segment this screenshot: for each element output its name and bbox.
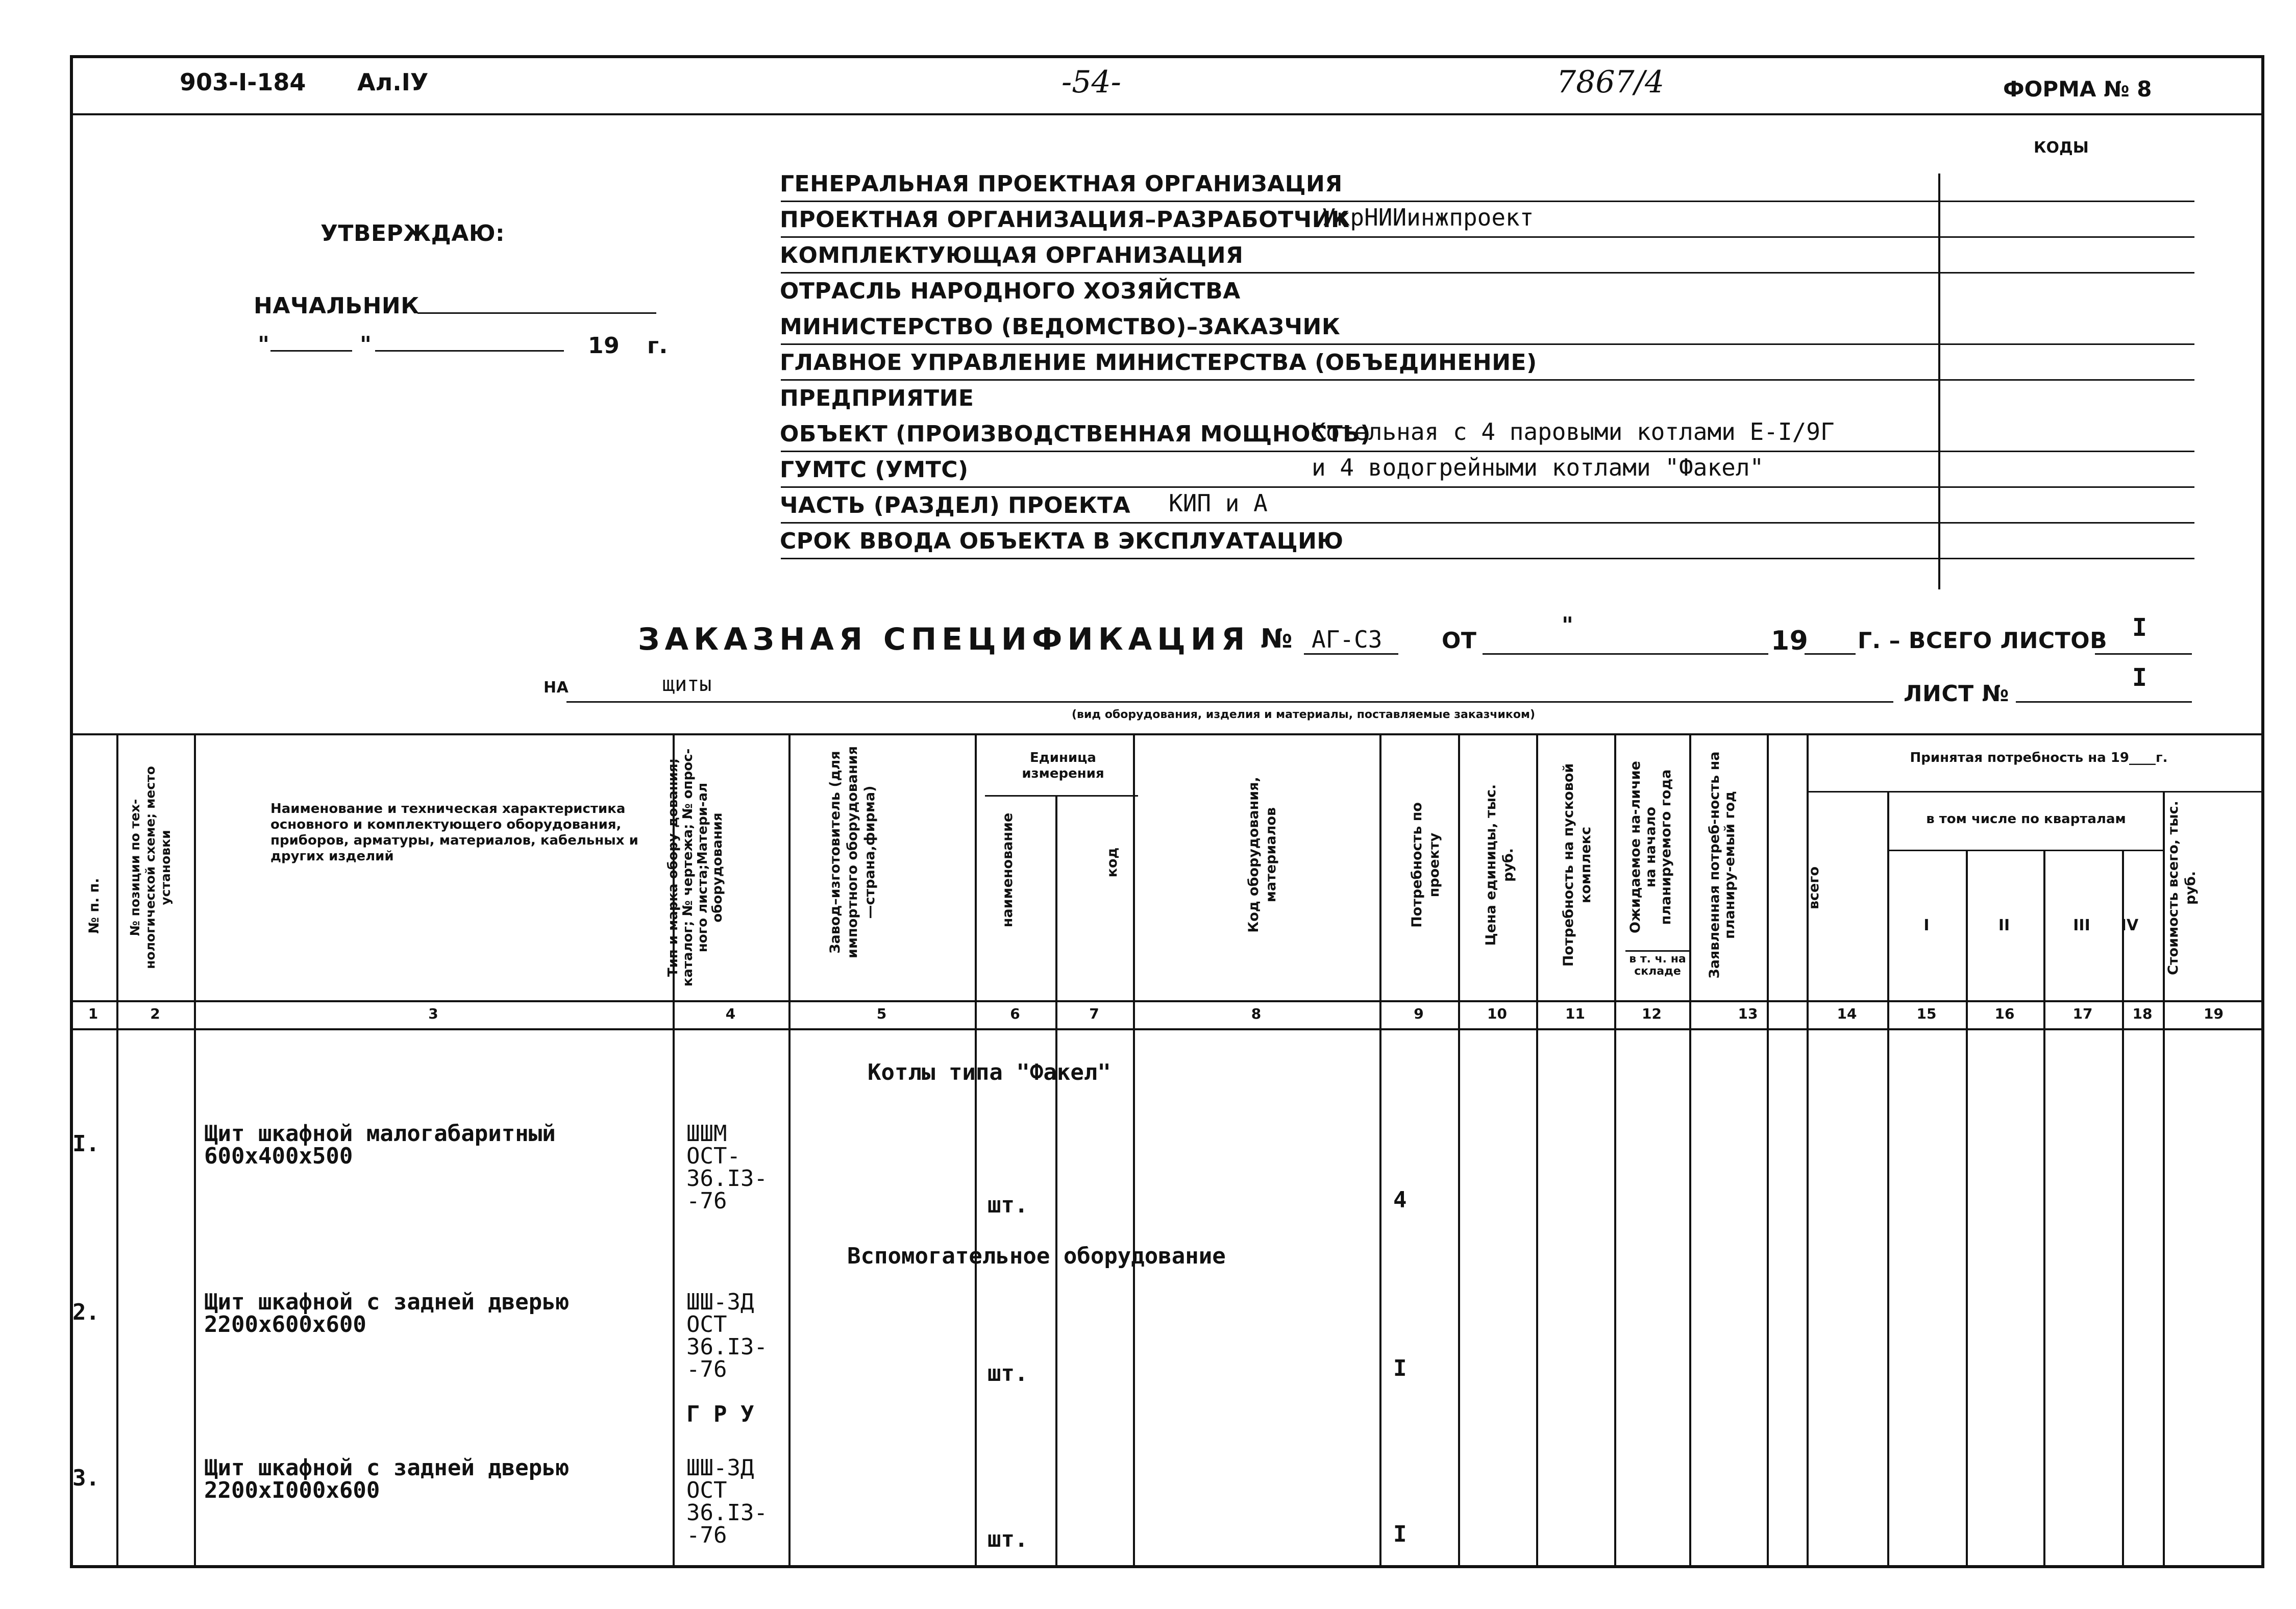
spec-total-line <box>2095 653 2192 655</box>
row-number: 2. <box>72 1299 100 1325</box>
field-underline <box>781 486 2194 488</box>
spec-on-line <box>566 701 1893 703</box>
field-label: ГЕНЕРАЛЬНАЯ ПРОЕКТНАЯ ОРГАНИЗАЦИЯ <box>780 171 1343 197</box>
inventory-number: 7867/4 <box>1557 64 1665 100</box>
column-line <box>1458 733 1460 1568</box>
row-type: ШШ-ЗД ОСТ 36.I3- -76 <box>686 1289 768 1382</box>
unit-group-header: Единица измерения <box>1022 750 1104 781</box>
field-value: КИП и А <box>1169 489 1268 517</box>
section-fakel: Котлы типа "Факел" <box>868 1059 1111 1085</box>
column-line <box>2122 850 2124 1568</box>
column-line <box>975 733 977 1568</box>
field-underline <box>781 236 2194 238</box>
column-number: 15 <box>1916 1005 1937 1022</box>
field-label: ОТРАСЛЬ НАРОДНОГО ХОЗЯЙСТВА <box>780 278 1241 304</box>
col-9-header: Потребность по проекту <box>1409 802 1442 928</box>
spec-number: АГ-СЗ <box>1312 626 1382 653</box>
date-year-suffix: г. <box>647 333 668 359</box>
spec-sheet-no: I <box>2132 663 2147 692</box>
date-quote-close: " <box>360 332 372 358</box>
spec-date-line <box>1483 653 1768 655</box>
col-2-header: № позиции по тех-нологической схеме; место установки <box>128 766 173 969</box>
field-value: Котельная с 4 паровыми котлами Е-I/9Г <box>1312 418 1835 445</box>
spec-from-label: ОТ <box>1442 628 1477 654</box>
album-code: Ал.IУ <box>357 68 429 96</box>
column-line <box>2043 850 2045 1568</box>
spec-title: ЗАКАЗНАЯ СПЕЦИФИКАЦИЯ <box>638 622 1250 657</box>
row-quantity: I <box>1393 1521 1407 1547</box>
col-13-header: Заявленная потреб-ность на планиру-емый год <box>1707 751 1738 979</box>
column-number: 6 <box>1010 1005 1020 1022</box>
codes-divider <box>1938 174 1940 589</box>
spec-date-quote: " <box>1562 612 1574 638</box>
field-value: УкрНИИинжпроект <box>1322 204 1534 231</box>
spec-number-line <box>1304 653 1398 655</box>
column-line <box>116 733 118 1568</box>
column-number: 5 <box>876 1005 887 1022</box>
field-underline <box>781 522 2194 524</box>
codes-label: КОДЫ <box>2034 139 2089 157</box>
spec-number-label: № <box>1261 624 1293 654</box>
chief-signature-line <box>417 312 656 314</box>
column-line <box>194 733 196 1568</box>
row-quantity: 4 <box>1393 1187 1407 1213</box>
q3-header: III <box>2073 917 2090 934</box>
row-unit: шт. <box>987 1360 1028 1387</box>
col-7-header: код <box>1104 847 1120 878</box>
column-number: 4 <box>725 1005 736 1022</box>
col-4-header: Тип и марка обору-дования; каталог; № чертежа; № опрос-ного листа;Матери-ал оборудования <box>665 748 725 987</box>
field-label: ЧАСТЬ (РАЗДЕЛ) ПРОЕКТА <box>780 492 1131 518</box>
date-quote-open: " <box>258 332 270 358</box>
accepted-header: Принятая потребность на 19____г. <box>1910 750 2168 765</box>
col-11-header: Потребность на пусковой комплекс <box>1561 763 1594 967</box>
field-label: ГУМТС (УМТС) <box>780 457 969 483</box>
spec-year: 19 <box>1771 626 1809 656</box>
column-number: 11 <box>1565 1005 1585 1022</box>
field-label: ГЛАВНОЕ УПРАВЛЕНИЕ МИНИСТЕРСТВА (ОБЪЕДИНЕНИЕ) <box>780 350 1537 376</box>
row-name: Щит шкафной с задней дверью 2200х600х600 <box>204 1289 570 1338</box>
column-number: 7 <box>1089 1005 1099 1022</box>
form-number: ФОРМА № 8 <box>2003 77 2152 102</box>
section-auxiliary: Вспомогательное оборудование <box>847 1243 1226 1269</box>
stock-sub-line <box>1625 950 1689 952</box>
col-8-header: Код оборудования, материалов <box>1246 777 1279 933</box>
field-label: ПРЕДПРИЯТИЕ <box>780 385 974 411</box>
column-number: 8 <box>1251 1005 1262 1022</box>
field-underline <box>781 201 2194 202</box>
field-label: ПРОЕКТНАЯ ОРГАНИЗАЦИЯ–РАЗРАБОТЧИК <box>780 207 1350 233</box>
table-top-line <box>70 733 2264 735</box>
spec-note: (вид оборудования, изделия и материалы, поставляемые заказчиком) <box>1072 708 1535 721</box>
column-number: 2 <box>150 1005 160 1022</box>
row-type: ШШ-ЗД ОСТ 36.I3- -76 <box>686 1455 768 1548</box>
column-line <box>1055 795 1057 1568</box>
unit-group-line <box>985 795 1138 797</box>
column-line <box>1133 733 1135 1568</box>
field-label: КОМПЛЕКТУЮЩАЯ ОРГАНИЗАЦИЯ <box>780 242 1244 268</box>
column-number: 18 <box>2132 1005 2153 1022</box>
column-number: 16 <box>1994 1005 2015 1022</box>
col-6-header: наименование <box>1000 812 1016 928</box>
column-number: 13 <box>1738 1005 1758 1022</box>
spec-year-line <box>1805 653 1856 655</box>
approve-title: УТВЕРЖДАЮ: <box>320 220 505 246</box>
row-quantity: I <box>1393 1355 1407 1381</box>
date-day-line <box>270 350 352 352</box>
field-underline <box>781 451 2194 452</box>
doc-code: 903-I-184 <box>180 68 306 96</box>
header-divider <box>70 113 2264 115</box>
row-type: ШШМ ОСТ- 36.I3- -76 <box>686 1121 768 1214</box>
field-value: и 4 водогрейными котлами "Факел" <box>1312 454 1764 481</box>
field-label: МИНИСТЕРСТВО (ВЕДОМСТВО)–ЗАКАЗЧИК <box>780 314 1341 340</box>
date-year: 19 <box>588 333 620 359</box>
column-line <box>788 733 791 1568</box>
table-numbers-bottom <box>70 1028 2264 1030</box>
quarters-line <box>1887 850 2163 851</box>
col-1-header: № п. п. <box>86 878 102 934</box>
date-month-line <box>375 350 564 352</box>
column-line <box>1887 791 1889 850</box>
row-unit: шт. <box>987 1526 1028 1552</box>
field-label: СРОК ВВОДА ОБЪЕКТА В ЭКСПЛУАТАЦИЮ <box>780 528 1344 554</box>
spec-sheet-line <box>2016 701 2192 703</box>
q4-header: IV <box>2120 917 2139 934</box>
field-underline <box>781 379 2194 381</box>
field-underline <box>781 343 2194 345</box>
column-number: 10 <box>1487 1005 1507 1022</box>
row-name: Щит шкафной малогабаритный 600х400х500 <box>204 1121 556 1169</box>
column-number: 3 <box>428 1005 438 1022</box>
col-19-header: Стоимость всего, тыс. руб. <box>2165 801 2199 975</box>
column-number: 17 <box>2072 1005 2093 1022</box>
col-3-header: Наименование и техническая характеристика основного и комплектующего оборудования, приборов, арматуры, материалов, кабельных и других изделий <box>270 801 638 864</box>
col-14-header: всего <box>1806 866 1822 910</box>
column-line <box>1887 850 1889 1568</box>
row-unit: шт. <box>987 1192 1028 1218</box>
col-12-header: Ожидаемое на-личие на начало планируемого года <box>1627 761 1674 933</box>
column-number: 12 <box>1642 1005 1662 1022</box>
column-number: 19 <box>2204 1005 2224 1022</box>
table-header-bottom <box>70 1000 2264 1002</box>
q2-header: II <box>1998 917 2010 934</box>
column-line <box>1767 733 1769 1568</box>
column-line <box>1689 733 1691 1568</box>
col-10-header: Цена единицы, тыс. руб. <box>1483 784 1516 946</box>
column-line <box>1966 850 1968 1568</box>
col-12-sub-header: в т. ч. на складе <box>1629 953 1686 978</box>
field-underline <box>781 272 2194 274</box>
spec-total-sheets: I <box>2132 613 2147 642</box>
field-label: ОБЪЕКТ (ПРОИЗВОДСТВЕННАЯ МОЩНОСТЬ) <box>780 421 1371 447</box>
q1-header: I <box>1923 917 1930 934</box>
page-number: -54- <box>1061 64 1121 100</box>
row-name: Щит шкафной с задней дверью 2200хI000х600 <box>204 1455 570 1503</box>
spec-total-label: Г. – ВСЕГО ЛИСТОВ <box>1858 628 2108 654</box>
spec-on-value: щиты <box>662 673 712 696</box>
column-number: 9 <box>1414 1005 1424 1022</box>
section-gru: Г Р У <box>686 1401 754 1427</box>
spec-sheet-label: ЛИСТ № <box>1904 681 2009 707</box>
spec-on-label: НА <box>544 679 569 697</box>
column-line <box>1379 733 1381 1568</box>
row-number: 3. <box>72 1465 100 1491</box>
column-line <box>1536 733 1538 1568</box>
chief-label: НАЧАЛЬНИК <box>254 293 419 319</box>
column-number: 14 <box>1837 1005 1857 1022</box>
col-5-header: Завод–изготовитель (для импортного оборудования —страна,фирма) <box>827 746 878 958</box>
column-number: 1 <box>88 1005 98 1022</box>
column-line <box>1614 733 1616 1568</box>
field-underline <box>781 558 2194 559</box>
quarters-header: в том числе по кварталам <box>1926 811 2126 827</box>
row-number: I. <box>72 1131 100 1157</box>
